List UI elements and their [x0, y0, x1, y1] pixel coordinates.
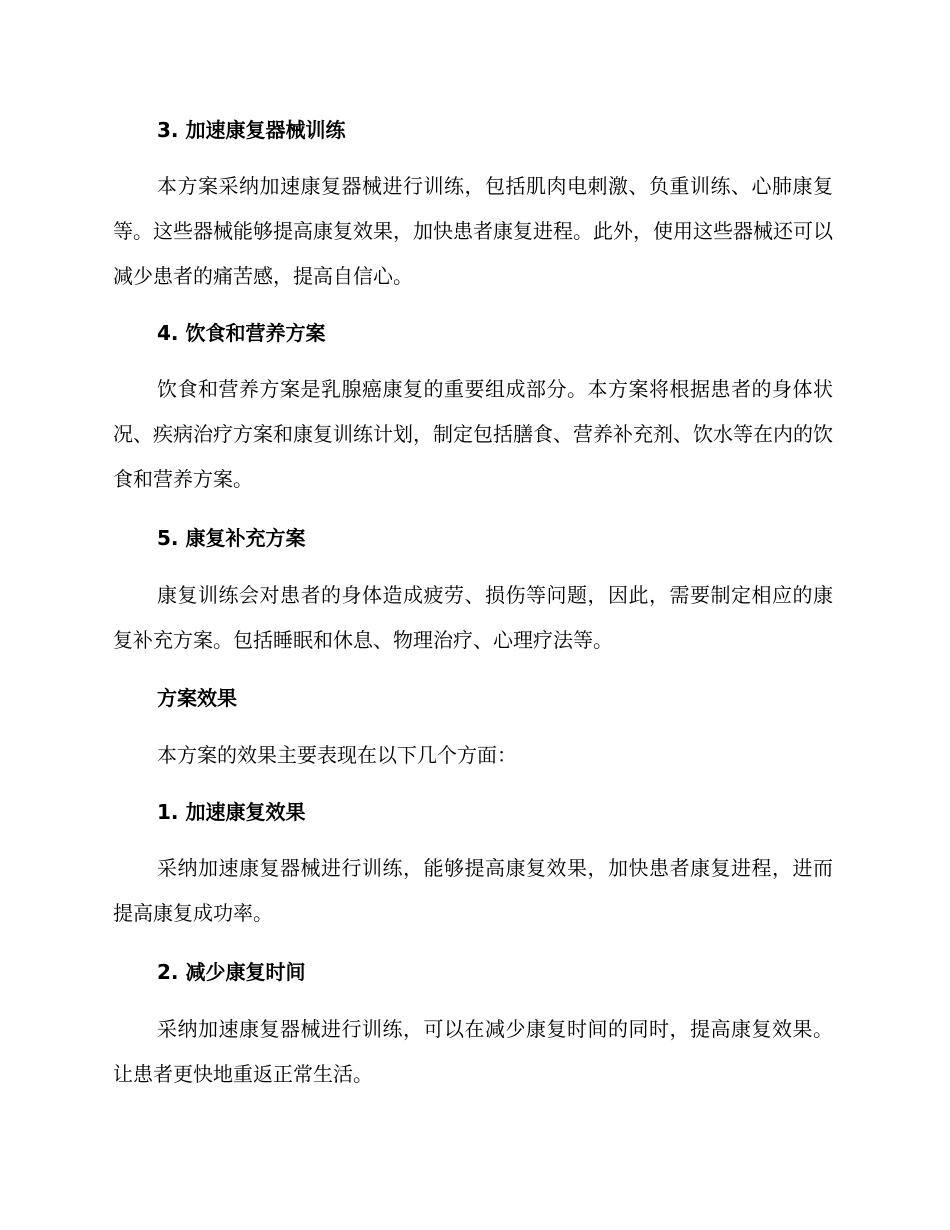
effects-intro-paragraph: 本方案的效果主要表现在以下几个方面： [157, 743, 517, 767]
effect-paragraph-2: 采纳加速康复器械进行训练，可以在减少康复时间的同时，提高康复效果。让患者更快地重返正常生活。 [113, 1017, 833, 1086]
effect-heading-2: 2. 减少康复时间 [157, 960, 306, 984]
effect-paragraph-1: 采纳加速康复器械进行训练，能够提高康复效果，加快患者康复进程，进而提高康复成功率。 [113, 856, 833, 925]
section-heading-3: 3. 加速康复器械训练 [157, 118, 346, 142]
section-paragraph-4: 饮食和营养方案是乳腺癌康复的重要组成部分。本方案将根据患者的身体状况、疾病治疗方案和康复训练计划，制定包括膳食、营养补充剂、饮水等在内的饮食和营养方案。 [113, 377, 833, 491]
section-heading-5: 5. 康复补充方案 [157, 526, 306, 550]
section-heading-4: 4. 饮食和营养方案 [157, 321, 326, 345]
section-paragraph-5: 康复训练会对患者的身体造成疲劳、损伤等问题，因此，需要制定相应的康复补充方案。包括睡眠和休息、物理治疗、心理疗法等。 [113, 583, 833, 652]
effect-heading-1: 1. 加速康复效果 [157, 800, 306, 824]
section-paragraph-3: 本方案采纳加速康复器械进行训练，包括肌肉电刺激、负重训练、心肺康复等。这些器械能够提高康复效果，加快患者康复进程。此外，使用这些器械还可以减少患者的痛苦感，提高自信心。 [113, 174, 833, 288]
effects-heading: 方案效果 [157, 686, 237, 710]
